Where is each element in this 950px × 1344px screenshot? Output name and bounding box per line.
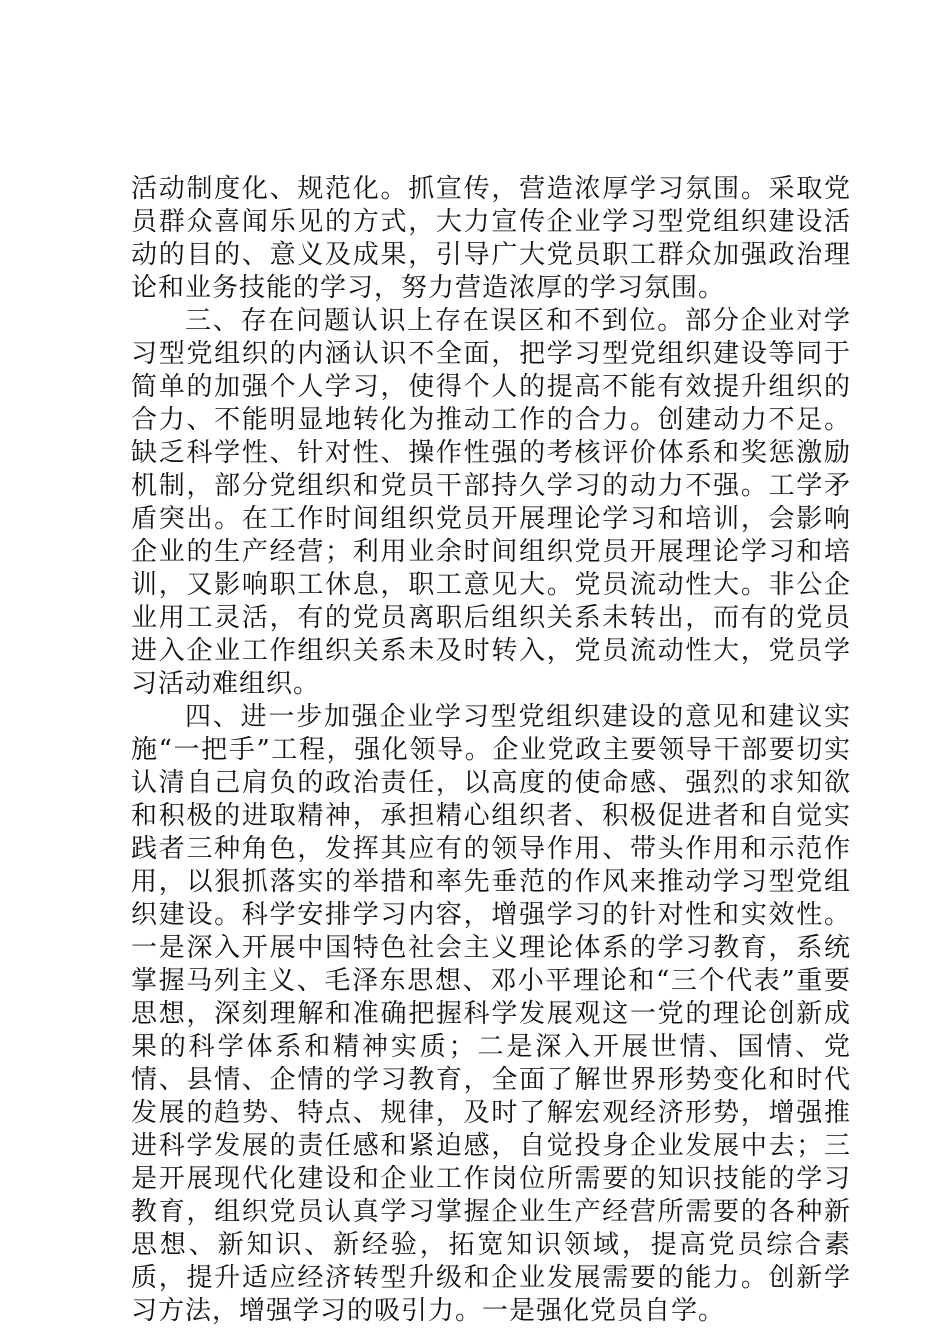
- paragraph-section-four: 四、进一步加强企业学习型党组织建设的意见和建议实施“一把手”工程，强化领导。企业党政主要领导干部要切实认清自己肩负的政治责任，以高度的使命感、强烈的求知欲和积极的进取精神，承担精心组织者、积极促进者和自觉实践者三种角色，发挥其应有的领导作用、带头作用和示范作用，以狠抓落实的举措和率先垂范的作风来推动学习型党组织建设。科学安排学习内容，增强学习的针对性和实效性。一是深入开展中国特色社会主义理论体系的学习教育，系统掌握马列主义、毛泽东思想、邓小平理论和“三个代表”重要思想，深刻理解和准确把握科学发展观这一党的理论创新成果的科学体系和精神实质；二是深入开展世情、国情、党情、县情、企情的学习教育，全面了解世界形势变化和时代发展的趋势、特点、规律，及时了解宏观经济形势，增强推进科学发展的责任感和紧迫感，自觉投身企业发展中去；三是开展现代化建设和企业工作岗位所需要的知识技能的学习教育，组织党员认真学习掌握企业生产经营所需要的各种新思想、新知识、新经验，拓宽知识领域，提高党员综合素质，提升适应经济转型升级和企业发展需要的能力。创新学习方法，增强学习的吸引力。一是强化党员自学。: [131, 702, 851, 1326]
- paragraph-section-three: 三、存在问题认识上存在误区和不到位。部分企业对学习型党组织的内涵认识不全面，把学习型党组织建设等同于简单的加强个人学习，使得个人的提高不能有效提升组织的合力、不能明显地转化为推动工作的合力。创建动力不足。缺乏科学性、针对性、操作性强的考核评价体系和奖惩激励机制，部分党组织和党员干部持久学习的动力不强。工学矛盾突出。在工作时间组织党员开展理论学习和培训，会影响企业的生产经营；利用业余时间组织党员开展理论学习和培训，又影响职工休息，职工意见大。党员流动性大。非公企业用工灵活，有的党员离职后组织关系未转出，而有的党员进入企业工作组织关系未及时转入，党员流动性大，党员学习活动难组织。: [131, 306, 851, 699]
- document-body: [131, 173, 851, 1328]
- paragraph-continuation: 活动制度化、规范化。抓宣传，营造浓厚学习氛围。采取党员群众喜闻乐见的方式，大力宣传企业学习型党组织建设活动的目的、意义及成果，引导广大党员职工群众加强政治理论和业务技能的学习，努力营造浓厚的学习氛围。: [131, 174, 851, 303]
